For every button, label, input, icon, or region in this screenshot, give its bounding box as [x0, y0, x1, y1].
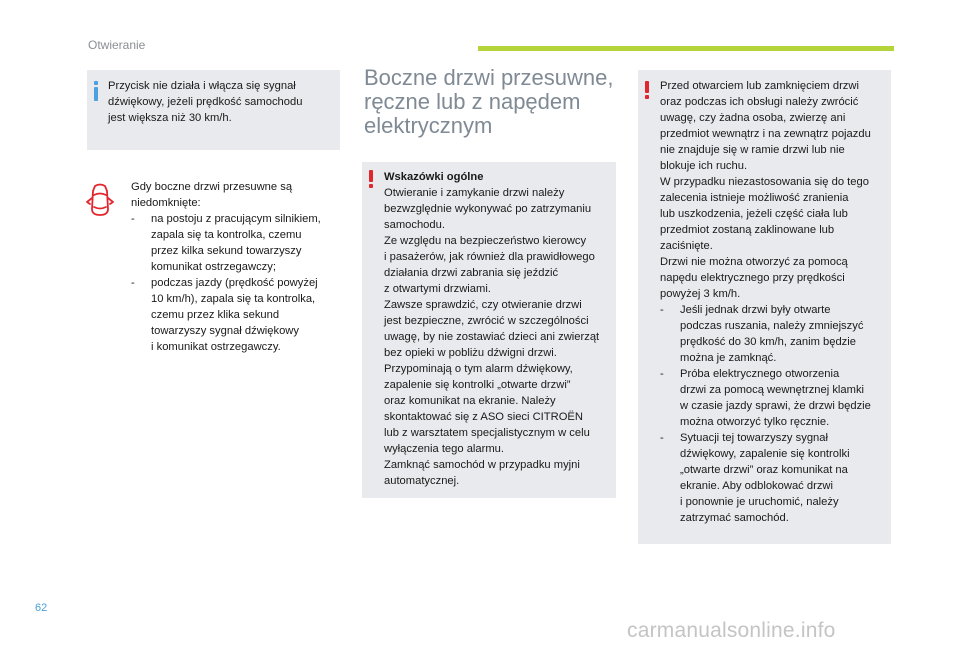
- text-line: jest większa niż 30 km/h.: [108, 112, 232, 124]
- text-line: bez opieki w pobliżu dźwigni drzwi.: [384, 347, 557, 359]
- text-line: Drzwi nie można otworzyć za pomocą: [660, 256, 848, 268]
- text-line: W przypadku niezastosowania się do tego: [660, 176, 869, 188]
- text-line: z otwartymi drzwiami.: [384, 283, 491, 295]
- text-line: Otwieranie i zamykanie drzwi należy: [384, 187, 565, 199]
- text-line: lub uszkodzenia, jeżeli część ciała lub: [660, 208, 848, 220]
- text-line: przedmiot zostaną zaklinowane lub: [660, 224, 835, 236]
- section-header: Otwieranie: [88, 38, 146, 52]
- text-line: Sytuacji tej towarzyszy sygnał: [680, 432, 828, 444]
- exclamation-icon: [369, 170, 373, 188]
- info-box-text: [108, 78, 336, 126]
- exclamation-icon: [645, 81, 649, 99]
- text-line: skontaktować się z ASO sieci CITROËN: [384, 411, 583, 423]
- text-line: zapala się ta kontrolka, czemu: [151, 229, 302, 241]
- title-line: ręczne lub z napędem: [364, 89, 581, 114]
- safety-warning-text: [660, 78, 890, 526]
- list-item: [131, 275, 343, 355]
- title-line: Boczne drzwi przesuwne,: [364, 65, 614, 90]
- list-item: [660, 366, 890, 430]
- text-line: w czasie jazdy sprawi, że drzwi będzie: [680, 400, 871, 412]
- text-line: drzwi za pomocą wewnętrznej klamki: [680, 384, 865, 396]
- list-dash: -: [660, 432, 664, 444]
- text-line: „otwarte drzwi” oraz komunikat na: [680, 464, 848, 476]
- text-line: i komunikat ostrzegawczy.: [151, 341, 281, 353]
- section-header-bar: [478, 46, 894, 51]
- watermark: carmanualsonline.info: [627, 619, 836, 642]
- open-door-warning-icon: [86, 182, 114, 218]
- list-item: [660, 302, 890, 366]
- list-dash: -: [131, 213, 135, 225]
- text-line: Zawsze sprawdzić, czy otwieranie drzwi: [384, 299, 582, 311]
- text-line: Przycisk nie działa i włącza się sygnał: [108, 80, 296, 92]
- text-line: Gdy boczne drzwi przesuwne są: [131, 181, 293, 193]
- text-line: prędkość do 30 km/h, zanim będzie: [680, 336, 856, 348]
- text-line: Przypominają o tym alarm dźwiękowy,: [384, 363, 573, 375]
- text-line: zaciśnięte.: [660, 240, 713, 252]
- text-line: działania drzwi zabrania się jeździć: [384, 267, 559, 279]
- text-line: czemu przez klika sekund: [151, 309, 280, 321]
- text-line: dźwiękowy, zapalenie się kontrolki: [680, 448, 850, 460]
- text-line: zatrzymać samochód.: [680, 512, 789, 524]
- page-number: 62: [35, 602, 48, 614]
- text-line: dźwiękowy, jeżeli prędkość samochodu: [108, 96, 303, 108]
- text-line: jest bezpieczne, zwrócić w szczególności: [384, 315, 589, 327]
- text-line: Zamknąć samochód w przypadku myjni: [384, 459, 580, 471]
- list-dash: -: [660, 368, 664, 380]
- text-line: 10 km/h), zapala się ta kontrolka,: [151, 293, 316, 305]
- text-line: na postoju z pracującym silnikiem,: [151, 213, 321, 225]
- text-line: niedomknięte:: [131, 197, 201, 209]
- text-line: lub z warsztatem specjalistycznym w celu: [384, 427, 590, 439]
- text-line: samochodu.: [384, 219, 445, 231]
- text-line: automatycznej.: [384, 475, 460, 487]
- text-line: napędu elektrycznego przy prędkości: [660, 272, 845, 284]
- text-line: oraz podczas ich obsługi należy zwrócić: [660, 96, 859, 108]
- info-icon: [94, 81, 98, 101]
- text-line: zapalenie się kontrolki „otwarte drzwi”: [384, 379, 571, 391]
- list-item: [660, 430, 890, 526]
- section-title: [364, 66, 613, 138]
- text-line: można je zamknąć.: [680, 352, 777, 364]
- title-line: elektrycznym: [364, 113, 493, 138]
- list-dash: -: [131, 277, 135, 289]
- text-line: komunikat ostrzegawczy;: [151, 261, 276, 273]
- text-line: Próba elektrycznego otworzenia: [680, 368, 840, 380]
- text-line: przez kilka sekund towarzyszy: [151, 245, 302, 257]
- guidance-heading: Wskazówki ogólne: [384, 171, 484, 183]
- text-line: wyłączenia tego alarmu.: [384, 443, 505, 455]
- text-line: podczas jazdy (prędkość powyżej: [151, 277, 318, 289]
- door-warning-text: [131, 179, 343, 355]
- text-line: zalecenia istnieje możliwość zranienia: [660, 192, 849, 204]
- text-line: Ze względu na bezpieczeństwo kierowcy: [384, 235, 587, 247]
- text-line: przedmiot wewnątrz i na zewnątrz pojazdu: [660, 128, 871, 140]
- list-item: [131, 211, 343, 275]
- text-line: oraz komunikat na ekranie. Należy: [384, 395, 556, 407]
- text-line: uwagę, czy żadna osoba, zwierzę ani: [660, 112, 846, 124]
- text-line: podczas ruszania, należy zmniejszyć: [680, 320, 864, 332]
- text-line: powyżej 3 km/h.: [660, 288, 741, 300]
- text-line: ekranie. Aby odblokować drzwi: [680, 480, 833, 492]
- general-guidance-text: [384, 169, 614, 489]
- text-line: uwagę, by nie zostawiać dzieci ani zwierząt: [384, 331, 600, 343]
- text-line: i pasażerów, jak również dla prawidłowego: [384, 251, 595, 263]
- text-line: towarzyszy sygnał dźwiękowy: [151, 325, 299, 337]
- list-dash: -: [660, 304, 664, 316]
- text-line: i ponownie je uruchomić, należy: [680, 496, 839, 508]
- text-line: blokuje ich ruchu.: [660, 160, 748, 172]
- text-line: Jeśli jednak drzwi były otwarte: [680, 304, 831, 316]
- text-line: bezwzględnie wykonywać po zatrzymaniu: [384, 203, 592, 215]
- text-line: nie znajduje się w ramie drzwi lub nie: [660, 144, 845, 156]
- text-line: Przed otwarciem lub zamknięciem drzwi: [660, 80, 859, 92]
- text-line: można otworzyć tylko ręcznie.: [680, 416, 830, 428]
